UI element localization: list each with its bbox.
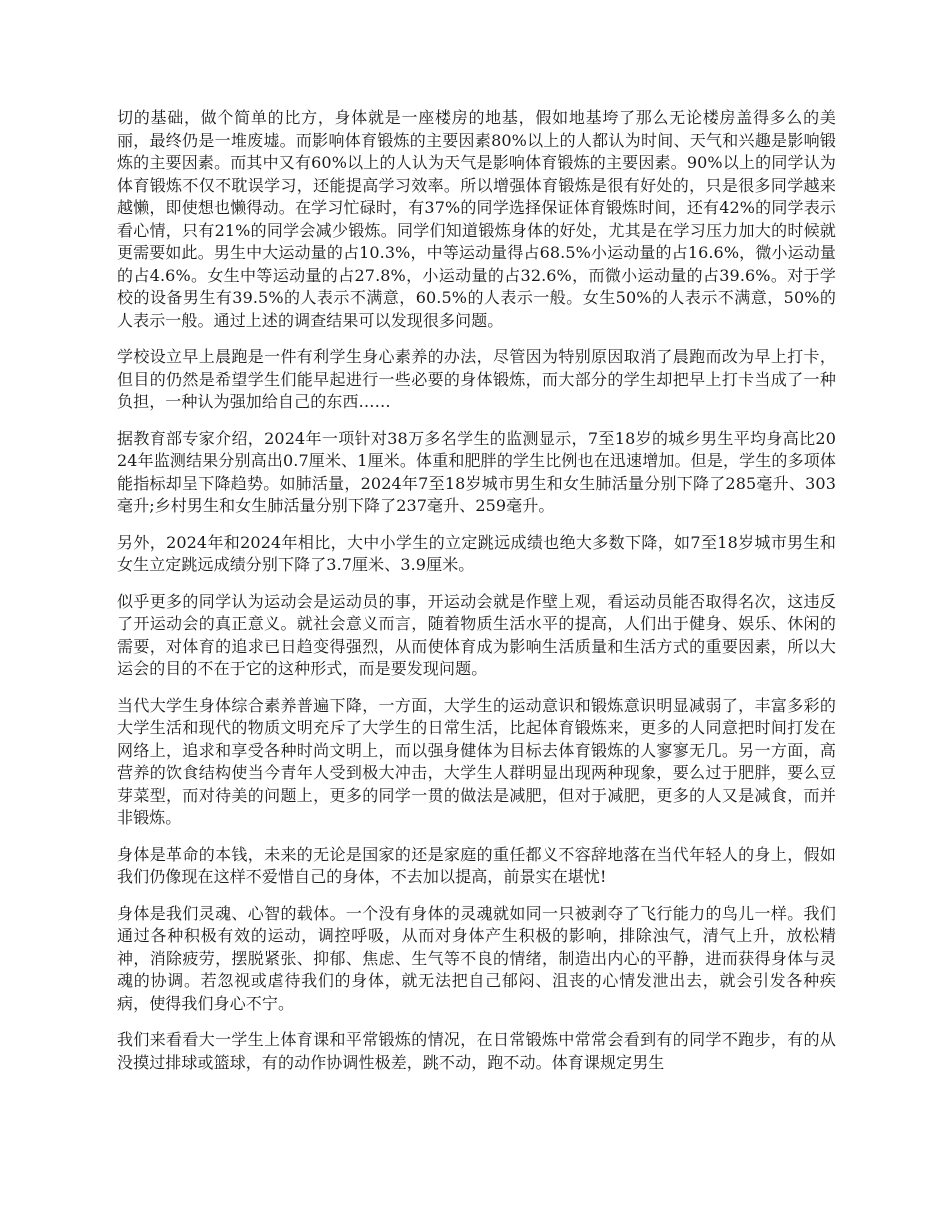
paragraph-8: 身体是我们灵魂、心智的载体。一个没有身体的灵魂就如同一只被剥夺了飞行能力的鸟儿一样。我们通过各种积极有效的运动，调控呼吸，从而对身体产生积极的影响，排除浊气，清气上升，放松精神，消除疲劳，摆脱紧张、抑郁、焦虑、生气等不良的情绪，制造出内心的平静，进而获得身体与灵魂的协调。若忽视或虐待我们的身体，就无法把自己郁闷、沮丧的心情发泄出去，就会引发各种疾病，使得我们身心不宁。 bbox=[117, 903, 836, 1013]
paragraph-4: 另外，2024年和2024年相比，大中小学生的立定跳远成绩也绝大多数下降，如7至18岁城市男生和女生立定跳远成绩分别下降了3.7厘米、3.9厘米。 bbox=[117, 532, 836, 574]
paragraph-5: 似乎更多的同学认为运动会是运动员的事，开运动会就是作壁上观，看运动员能否取得名次，这违反了开运动会的真正意义。就社会意义而言，随着物质生活水平的提高，人们出于健身、娱乐、休闲的需要，对体育的追求已日趋变得强烈，从而使体育成为影响生活质量和生活方式的重要因素，所以大运会的目的不在于它的这种形式，而是要发现问题。 bbox=[117, 591, 836, 678]
paragraph-6: 当代大学生身体综合素养普遍下降，一方面，大学生的运动意识和锻炼意识明显减弱了，丰富多彩的大学生活和现代的物质文明充斥了大学生的日常生活，比起体育锻炼来，更多的人同意把时间打发在网络上，追求和享受各种时尚文明上，而以强身健体为目标去体育锻炼的人寥寥无几。另一方面，高营养的饮食结构使当今青年人受到极大冲击，大学生人群明显出现两种现象，要么过于肥胖，要么豆芽菜型，而对待美的问题上，更多的同学一贯的做法是减肥，但对于减肥，更多的人又是减食，而并非锻炼。 bbox=[117, 695, 836, 827]
paragraph-3: 据教育部专家介绍，2024年一项针对38万多名学生的监测显示，7至18岁的城乡男生平均身高比2024年监测结果分别高出0.7厘米、1厘米。体重和肥胖的学生比例也在迅速增加。但是，学生的多项体能指标却呈下降趋势。如肺活量，2024年7至18岁城市男生和女生肺活量分别下降了285毫升、303毫升;乡村男生和女生肺活量分别下降了237毫升、259毫升。 bbox=[117, 428, 836, 515]
paragraph-2: 学校设立早上晨跑是一件有利学生身心素养的办法，尽管因为特别原因取消了晨跑而改为早上打卡，但目的仍然是希望学生们能早起进行一些必要的身体锻炼，而大部分的学生却把早上打卡当成了一种负担，一种认为强加给自己的东西…… bbox=[117, 347, 836, 411]
paragraph-9: 我们来看看大一学生上体育课和平常锻炼的情况，在日常锻炼中常常会看到有的同学不跑步，有的从没摸过排球或篮球，有的动作协调性极差，跳不动，跑不动。体育课规定男生 bbox=[117, 1030, 836, 1072]
paragraph-1: 切的基础，做个简单的比方，身体就是一座楼房的地基，假如地基垮了那么无论楼房盖得多么的美丽，最终仍是一堆废墟。而影响体育锻炼的主要因素80%以上的人都认为时间、天气和兴趣是影响锻炼的主要因素。而其中又有60%以上的人认为天气是影响体育锻炼的主要因素。90%以上的同学认为体育锻炼不仅不耽误学习，还能提高学习效率。所以增强体育锻炼是很有好处的，只是很多同学越来越懒，即使想也懒得动。在学习忙碌时，有37%的同学选择保证体育锻炼时间，还有42%的同学表示看心情，只有21%的同学会减少锻炼。同学们知道锻炼身体的好处，尤其是在学习压力加大的时候就更需要如此。男生中大运动量的占10.3%，中等运动量得占68.5%小运动量的占16.6%，微小运动量的占4.6%。女生中等运动量的占27.8%，小运动量的占32.6%，而微小运动量的占39.6%。对于学校的设备男生有39.5%的人表示不满意，60.5%的人表示一般。女生50%的人表示不满意，50%的人表示一般。通过上述的调查结果可以发现很多问题。 bbox=[117, 108, 836, 330]
document-body bbox=[117, 107, 836, 1088]
paragraph-7: 身体是革命的本钱，未来的无论是国家的还是家庭的重任都义不容辞地落在当代年轻人的身上，假如我们仍像现在这样不爱惜自己的身体，不去加以提高，前景实在堪忧! bbox=[117, 844, 836, 886]
